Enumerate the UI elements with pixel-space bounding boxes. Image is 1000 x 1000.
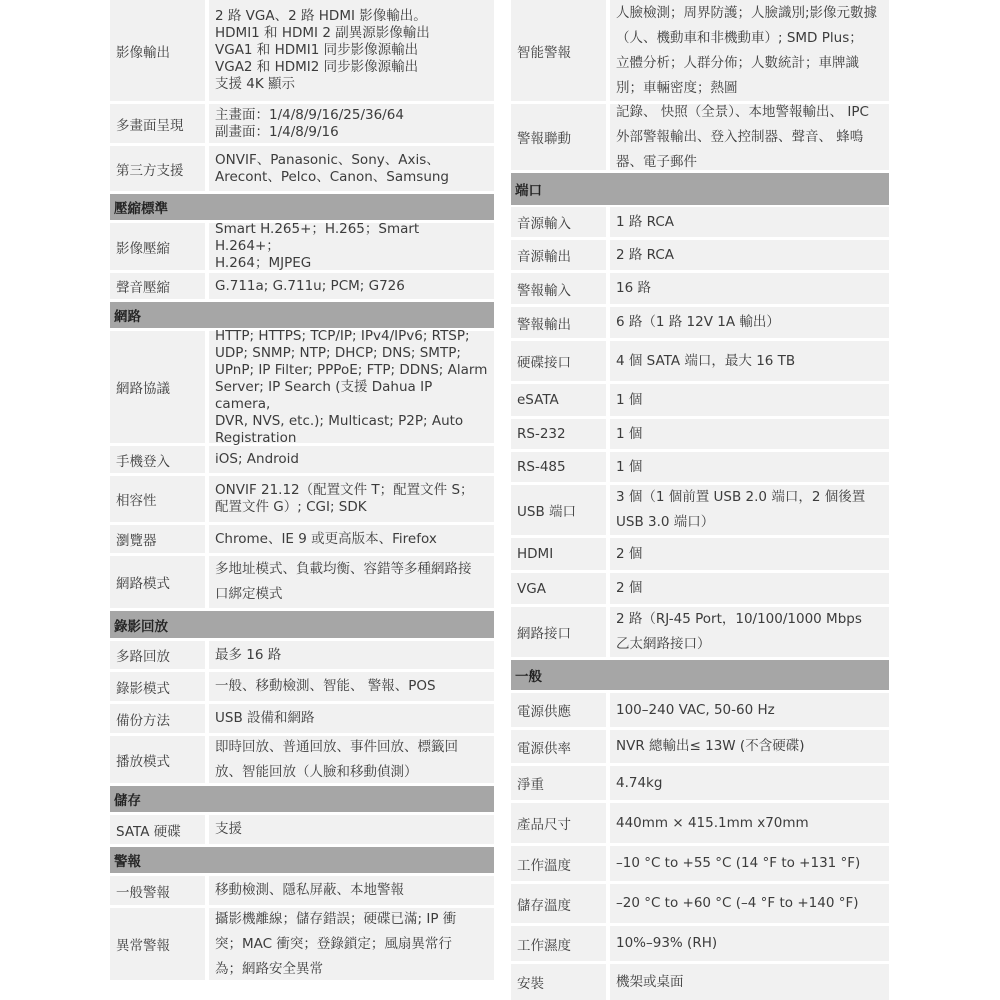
spec-label: RS-232	[511, 419, 606, 449]
spec-row	[110, 908, 494, 980]
spec-value: Smart H.265+；H.265；Smart H.264+； H.264；MJPEG	[209, 223, 494, 270]
spec-label: 錄影模式	[110, 672, 205, 701]
spec-value: 即時回放、普通回放、事件回放、標籤回 放、智能回放（人臉和移動偵測）	[209, 736, 494, 783]
spec-value: –20 °C to +60 °C (–4 °F to +140 °F)	[610, 884, 889, 923]
spec-value: 一般、移動檢測、智能、 警報、POS	[209, 672, 494, 701]
spec-label: 網路協議	[110, 331, 205, 443]
spec-label: 多路回放	[110, 641, 205, 669]
spec-row	[511, 730, 889, 763]
spec-row	[511, 607, 889, 657]
spec-row	[110, 876, 494, 905]
spec-label: 電源供率	[511, 730, 606, 763]
spec-value: NVR 總輸出≤ 13W (不含硬碟)	[610, 730, 889, 763]
spec-value: Chrome、IE 9 或更高版本、Firefox	[209, 525, 494, 553]
spec-label: 音源輸入	[511, 207, 606, 237]
spec-row	[511, 240, 889, 270]
spec-label: 備份方法	[110, 704, 205, 733]
spec-label: 影像壓縮	[110, 223, 205, 270]
spec-label: HDMI	[511, 538, 606, 570]
spec-label: 一般警報	[110, 876, 205, 905]
section-header: 壓縮標準	[110, 194, 494, 220]
spec-label: eSATA	[511, 384, 606, 416]
spec-value: 2 路 RCA	[610, 240, 889, 270]
spec-value: 440mm × 415.1mm x70mm	[610, 803, 889, 843]
spec-value: 移動檢測、隱私屏蔽、本地警報	[209, 876, 494, 905]
spec-row	[511, 846, 889, 881]
spec-label: 相容性	[110, 476, 205, 522]
spec-row	[511, 803, 889, 843]
spec-row	[110, 704, 494, 733]
spec-label: 工作濕度	[511, 926, 606, 961]
spec-row	[110, 0, 494, 101]
spec-value: ONVIF、Panasonic、Sony、Axis、 Arecont、Pelco、Canon、Samsung	[209, 146, 494, 191]
spec-value: USB 設備和網路	[209, 704, 494, 733]
spec-label: 多畫面呈現	[110, 104, 205, 143]
spec-row	[110, 104, 494, 143]
spec-value: 2 路 VGA、2 路 HDMI 影像輸出。 HDMI1 和 HDMI 2 副異源影像輸出 VGA1 和 HDMI1 同步影像源輸出 VGA2 和 HDMI2 同步影像源輸出 支援 4K 顯示	[209, 0, 494, 101]
section-header: 警報	[110, 847, 494, 873]
spec-label: 音源輸出	[511, 240, 606, 270]
section-header: 一般	[511, 660, 889, 690]
spec-value: 支援	[209, 815, 494, 844]
spec-label: SATA 硬碟	[110, 815, 205, 844]
spec-value: ONVIF 21.12（配置文件 T；配置文件 S； 配置文件 G）; CGI; SDK	[209, 476, 494, 522]
spec-row	[110, 556, 494, 608]
spec-value: 1 個	[610, 384, 889, 416]
spec-label: 手機登入	[110, 446, 205, 473]
spec-label: 智能警報	[511, 0, 606, 101]
spec-row	[511, 964, 889, 1000]
spec-row	[511, 538, 889, 570]
spec-row	[110, 327, 494, 446]
spec-row	[110, 736, 494, 783]
spec-label: 工作溫度	[511, 846, 606, 881]
spec-value: 多地址模式、負載均衡、容錯等多種網路接 口綁定模式	[209, 556, 494, 608]
section-header: 錄影回放	[110, 611, 494, 638]
spec-value: 記錄、 快照（全景）、本地警報輸出、 IPC 外部警報輸出、登入控制器、聲音、 蜂鳴 器、電子郵件	[610, 104, 889, 170]
spec-label: 電源供應	[511, 693, 606, 727]
spec-value: 2 個	[610, 538, 889, 570]
spec-label: 產品尺寸	[511, 803, 606, 843]
spec-value: G.711a; G.711u; PCM; G726	[209, 273, 494, 299]
spec-label: 第三方支援	[110, 146, 205, 191]
spec-row	[511, 573, 889, 604]
spec-value: 人臉檢測；周界防護；人臉識別;影像元數據 （人、機動車和非機動車）; SMD Plus； 立體分析；人群分佈；人數統計；車牌識 別；車輛密度；熱圖	[610, 0, 889, 101]
spec-row	[110, 223, 494, 270]
spec-value: 2 路（RJ-45 Port，10/100/1000 Mbps 乙太網路接口）	[610, 607, 889, 657]
spec-label: 儲存溫度	[511, 884, 606, 923]
spec-row	[511, 485, 889, 535]
spec-row	[511, 104, 889, 170]
spec-label: USB 端口	[511, 485, 606, 535]
spec-value: 3 個（1 個前置 USB 2.0 端口，2 個後置 USB 3.0 端口）	[610, 485, 889, 535]
spec-value: 主畫面：1/4/8/9/16/25/36/64 副畫面：1/4/8/9/16	[209, 104, 494, 143]
spec-label: 安裝	[511, 964, 606, 1000]
spec-value: 攝影機離線；儲存錯誤；硬碟已滿; IP 衝 突；MAC 衝突；登錄鎖定；風扇異常行 為；網路安全異常	[209, 908, 494, 980]
spec-value: 1 個	[610, 419, 889, 449]
spec-label: 警報輸入	[511, 273, 606, 304]
spec-row	[110, 525, 494, 553]
spec-value: HTTP; HTTPS; TCP/IP; IPv4/IPv6; RTSP; UDP; SNMP; NTP; DHCP; DNS; SMTP; UPnP; IP Filter; PPPoE; FTP; DDNS; Alarm Server; IP Search (支援 Dahua IP camera, DVR, NVS, etc.); Multicast; P2P; Auto Registration	[209, 331, 494, 443]
spec-value: 4.74kg	[610, 766, 889, 800]
spec-label: VGA	[511, 573, 606, 604]
spec-row	[511, 341, 889, 381]
spec-row	[511, 307, 889, 338]
section-header: 網路	[110, 302, 494, 328]
spec-value: 機架或桌面	[610, 964, 889, 1000]
spec-row	[110, 672, 494, 701]
spec-label: 網路模式	[110, 556, 205, 608]
spec-row	[511, 926, 889, 961]
spec-value: 4 個 SATA 端口，最大 16 TB	[610, 341, 889, 381]
spec-label: 警報聯動	[511, 104, 606, 170]
spec-value: –10 °C to +55 °C (14 °F to +131 °F)	[610, 846, 889, 881]
spec-value: 1 個	[610, 452, 889, 482]
spec-row	[110, 273, 494, 299]
spec-row	[110, 446, 494, 473]
spec-row	[511, 452, 889, 482]
spec-value: 2 個	[610, 573, 889, 604]
spec-row	[110, 146, 494, 191]
spec-label: RS-485	[511, 452, 606, 482]
spec-row	[511, 766, 889, 800]
spec-value: iOS; Android	[209, 446, 494, 473]
spec-value: 100–240 VAC, 50-60 Hz	[610, 693, 889, 727]
spec-value: 1 路 RCA	[610, 207, 889, 237]
spec-value: 16 路	[610, 273, 889, 304]
spec-label: 淨重	[511, 766, 606, 800]
spec-row	[511, 0, 889, 101]
spec-label: 影像輸出	[110, 0, 205, 101]
spec-row	[511, 693, 889, 727]
spec-row	[110, 476, 494, 522]
spec-row	[511, 273, 889, 304]
spec-row	[511, 884, 889, 923]
spec-row	[110, 641, 494, 669]
spec-label: 聲音壓縮	[110, 273, 205, 299]
spec-label: 硬碟接口	[511, 341, 606, 381]
spec-row	[511, 384, 889, 416]
spec-label: 異常警報	[110, 908, 205, 980]
spec-value: 10%–93% (RH)	[610, 926, 889, 961]
section-header: 端口	[511, 173, 889, 205]
spec-label: 瀏覽器	[110, 525, 205, 553]
spec-value: 6 路（1 路 12V 1A 輸出）	[610, 307, 889, 338]
spec-row	[511, 419, 889, 449]
spec-value: 最多 16 路	[209, 641, 494, 669]
spec-label: 網路接口	[511, 607, 606, 657]
spec-label: 警報輸出	[511, 307, 606, 338]
spec-row	[110, 815, 494, 844]
spec-label: 播放模式	[110, 736, 205, 783]
spec-row	[511, 207, 889, 237]
section-header: 儲存	[110, 786, 494, 812]
